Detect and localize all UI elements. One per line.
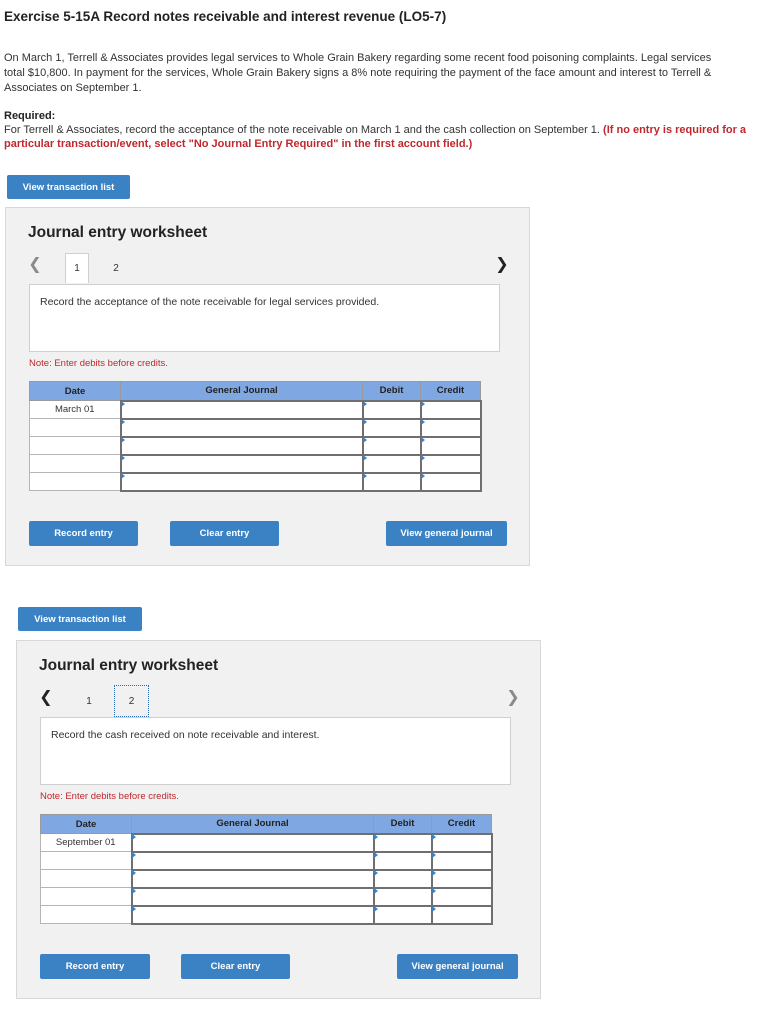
debit-field[interactable] (374, 906, 432, 924)
date-cell (41, 888, 132, 906)
table-row (41, 888, 492, 906)
clear-entry-button[interactable]: Clear entry (181, 954, 290, 979)
debit-field[interactable] (363, 419, 421, 437)
credit-field[interactable] (421, 473, 481, 491)
column-header-date: Date (30, 382, 121, 401)
date-cell: September 01 (41, 834, 132, 852)
account-field[interactable] (121, 455, 363, 473)
problem-text: On March 1, Terrell & Associates provides legal services to Whole Grain Bakery regarding some recent food poisoning complaints. Legal services total $10,800. In payment for the services, Whole Grain Bakery signs a 8% note requiring the payment of the face amount and interest to Terrell & Associates on September 1. (4, 52, 712, 94)
table-row (30, 473, 481, 491)
debit-field[interactable] (363, 473, 421, 491)
date-cell (30, 437, 121, 455)
view-transaction-list-button[interactable]: View transaction list (7, 175, 130, 199)
clear-entry-button[interactable]: Clear entry (170, 521, 279, 546)
date-cell (30, 455, 121, 473)
date-cell (30, 473, 121, 491)
date-cell (41, 906, 132, 924)
credit-field[interactable] (432, 852, 492, 870)
debit-field[interactable] (374, 852, 432, 870)
debits-credits-note: Note: Enter debits before credits. (40, 791, 179, 802)
table-row (30, 437, 481, 455)
record-entry-button[interactable]: Record entry (40, 954, 150, 979)
date-cell (30, 419, 121, 437)
credit-field[interactable] (421, 437, 481, 455)
chevron-right-icon[interactable]: ❯ (495, 256, 509, 273)
debit-field[interactable] (363, 401, 421, 419)
journal-table (29, 381, 482, 492)
account-field[interactable] (132, 834, 374, 852)
credit-field[interactable] (421, 401, 481, 419)
view-transaction-list-button[interactable]: View transaction list (18, 607, 142, 631)
tab-2[interactable]: 2 (114, 685, 149, 717)
transaction-description: Record the cash received on note receivable and interest. (40, 717, 511, 785)
debit-field[interactable] (363, 455, 421, 473)
tab-1[interactable]: 1 (65, 253, 89, 283)
worksheet-title: Journal entry worksheet (28, 224, 208, 241)
column-header-debit: Debit (363, 382, 421, 401)
account-field[interactable] (132, 906, 374, 924)
table-row (41, 906, 492, 924)
debits-credits-note: Note: Enter debits before credits. (29, 358, 168, 369)
account-field[interactable] (121, 437, 363, 455)
transaction-description: Record the acceptance of the note receivable for legal services provided. (29, 284, 500, 352)
debit-field[interactable] (363, 437, 421, 455)
tab-2[interactable]: 2 (113, 262, 119, 274)
credit-field[interactable] (432, 888, 492, 906)
credit-field[interactable] (421, 455, 481, 473)
record-entry-button[interactable]: Record entry (29, 521, 138, 546)
date-cell: March 01 (30, 401, 121, 419)
debit-field[interactable] (374, 834, 432, 852)
worksheet-title: Journal entry worksheet (39, 657, 219, 674)
account-field[interactable] (132, 888, 374, 906)
table-header-row (30, 382, 481, 401)
view-general-journal-button[interactable]: View general journal (397, 954, 518, 979)
debit-field[interactable] (374, 888, 432, 906)
column-header-general-journal: General Journal (132, 815, 374, 834)
table-header-row (41, 815, 492, 834)
required-text: For Terrell & Associates, record the acceptance of the note receivable on March 1 and the cash collection on September 1. (4, 124, 600, 136)
required-note: (If no entry is required for a particular transaction/event, select "No Journal Entry Required" in the first account field.) (4, 124, 747, 150)
credit-field[interactable] (432, 834, 492, 852)
table-row (30, 401, 481, 419)
exercise-title: Exercise 5-15A Record notes receivable and interest revenue (LO5-7) (4, 9, 447, 24)
date-cell (41, 870, 132, 888)
column-header-date: Date (41, 815, 132, 834)
column-header-credit: Credit (432, 815, 492, 834)
journal-worksheet-panel-1 (5, 207, 530, 566)
column-header-debit: Debit (374, 815, 432, 834)
account-field[interactable] (132, 870, 374, 888)
table-row (30, 455, 481, 473)
credit-field[interactable] (421, 419, 481, 437)
account-field[interactable] (132, 852, 374, 870)
table-row (41, 852, 492, 870)
chevron-right-icon[interactable]: ❯ (506, 689, 520, 706)
credit-field[interactable] (432, 906, 492, 924)
table-row (41, 870, 492, 888)
column-header-credit: Credit (421, 382, 481, 401)
debit-field[interactable] (374, 870, 432, 888)
date-cell (41, 852, 132, 870)
column-header-general-journal: General Journal (121, 382, 363, 401)
account-field[interactable] (121, 473, 363, 491)
required-section (4, 109, 749, 151)
tab-1[interactable]: 1 (86, 695, 92, 707)
required-heading: Required: (4, 110, 56, 122)
credit-field[interactable] (432, 870, 492, 888)
table-row (41, 834, 492, 852)
journal-worksheet-panel-2 (16, 640, 541, 999)
view-general-journal-button[interactable]: View general journal (386, 521, 507, 546)
chevron-left-icon[interactable]: ❮ (28, 256, 42, 273)
account-field[interactable] (121, 401, 363, 419)
table-row (30, 419, 481, 437)
journal-table (40, 814, 493, 925)
account-field[interactable] (121, 419, 363, 437)
chevron-left-icon[interactable]: ❮ (39, 689, 53, 706)
